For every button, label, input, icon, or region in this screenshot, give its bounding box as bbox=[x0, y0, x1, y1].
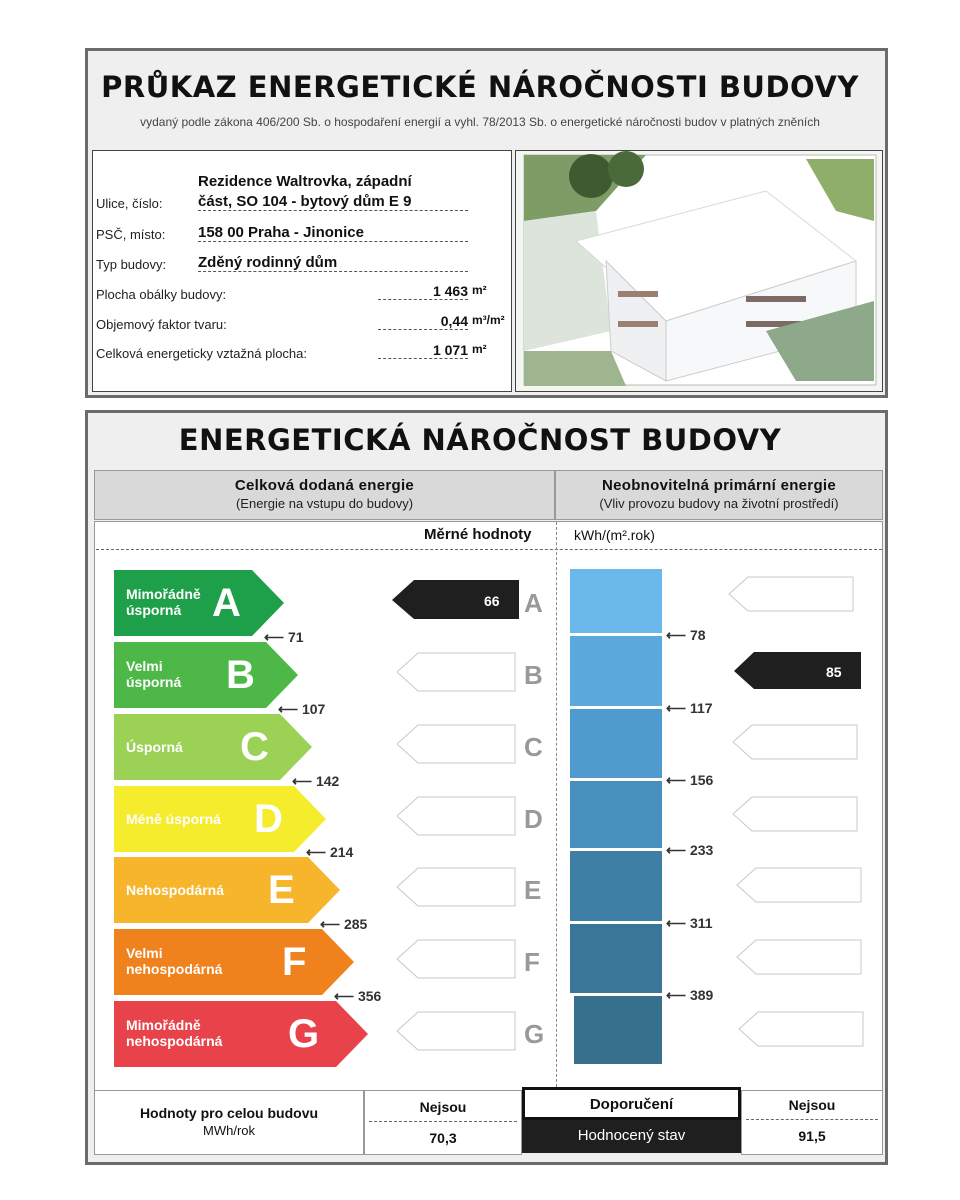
building-type-label: Typ budovy: bbox=[96, 257, 167, 272]
class-f-letter: F bbox=[282, 940, 307, 984]
address-label: Ulice, číslo: bbox=[96, 196, 163, 211]
blue-segment-d bbox=[570, 781, 662, 848]
ghost-box-right-d bbox=[732, 796, 858, 837]
unit-label: kWh/(m².rok) bbox=[574, 527, 655, 543]
class-f-label: Velmi nehospodárná bbox=[126, 945, 223, 977]
class-b-letter: B bbox=[226, 653, 255, 697]
totals-right-head: Nejsou bbox=[788, 1097, 836, 1113]
ghost-box-right-a bbox=[728, 576, 854, 617]
envelope-area-value: 1 463 bbox=[378, 283, 468, 300]
document-subtitle: vydaný podle zákona 406/200 Sb. o hospodaření energií a vyhl. 78/2013 Sb. o energetické náročnosti budov v platných zněních bbox=[140, 115, 820, 129]
totals-right-cell bbox=[741, 1090, 883, 1155]
blue-segment-e bbox=[570, 851, 662, 921]
delivered-energy-indicator bbox=[392, 580, 520, 625]
primary-energy-subtitle: (Vliv provozu budovy na životní prostředí) bbox=[599, 496, 839, 511]
right-threshold-5: ⟵ 311 bbox=[666, 915, 713, 931]
reference-area-label: Celková energeticky vztažná plocha: bbox=[96, 346, 308, 361]
blue-segment-f bbox=[570, 924, 662, 993]
ghost-box-left-e bbox=[396, 867, 516, 912]
totals-row-unit: MWh/rok bbox=[203, 1123, 255, 1138]
city-value: 158 00 Praha - Jinonice bbox=[198, 224, 468, 242]
ghost-letter-b: B bbox=[524, 660, 543, 690]
class-d-label: Méně úsporná bbox=[126, 811, 221, 827]
specific-values-label: Měrné hodnoty bbox=[424, 526, 532, 543]
ghost-box-left-d bbox=[396, 796, 516, 841]
blue-segment-c bbox=[570, 709, 662, 778]
ghost-box-left-c bbox=[396, 724, 516, 769]
primary-energy-indicator bbox=[734, 652, 862, 695]
section-title: ENERGETICKÁ NÁROČNOST BUDOVY bbox=[178, 423, 782, 457]
shape-factor-unit: m³/m² bbox=[472, 313, 505, 327]
right-threshold-3: ⟵ 156 bbox=[666, 772, 714, 788]
ghost-box-right-g bbox=[738, 1011, 864, 1052]
right-threshold-2: ⟵ 117 bbox=[666, 700, 713, 716]
blue-segment-b bbox=[570, 636, 662, 706]
reference-area-value: 1 071 bbox=[378, 342, 468, 359]
address-line-2: část, SO 104 - bytový dům E 9 bbox=[198, 193, 468, 211]
totals-right-value: 91,5 bbox=[746, 1119, 878, 1144]
reference-area-unit: m² bbox=[472, 342, 487, 356]
document-title: PRŮKAZ ENERGETICKÉ NÁROČNOSTI BUDOVY bbox=[101, 70, 859, 104]
ghost-box-right-e bbox=[736, 867, 862, 908]
totals-row-header bbox=[94, 1090, 364, 1155]
class-c-label: Úsporná bbox=[126, 739, 183, 755]
ghost-box-left-b bbox=[396, 652, 516, 697]
blue-segment-g bbox=[574, 996, 662, 1064]
delivered-energy-title: Celková dodaná energie bbox=[234, 477, 415, 494]
class-b-label: Velmi úsporná bbox=[126, 658, 182, 690]
building-render-image bbox=[516, 151, 882, 391]
left-threshold-3: ⟵ 142 bbox=[292, 773, 340, 789]
ghost-letter-f: F bbox=[524, 947, 540, 977]
class-g-label: Mimořádně nehospodárná bbox=[126, 1017, 223, 1049]
class-d-letter: D bbox=[254, 797, 283, 841]
building-type-value: Zděný rodinný dům bbox=[198, 254, 468, 272]
envelope-area-unit: m² bbox=[472, 283, 487, 297]
city-label: PSČ, místo: bbox=[96, 227, 166, 242]
class-e-letter: E bbox=[268, 868, 295, 912]
delivered-energy-subtitle: (Energie na vstupu do budovy) bbox=[235, 496, 414, 511]
left-threshold-6: ⟵ 356 bbox=[334, 988, 382, 1004]
ghost-box-right-f bbox=[736, 939, 862, 980]
ghost-letter-d: D bbox=[524, 804, 543, 834]
delivered-energy-value: 66 bbox=[484, 593, 500, 609]
left-threshold-5: ⟵ 285 bbox=[320, 916, 368, 932]
primary-energy-value: 85 bbox=[826, 664, 842, 680]
class-g-letter: G bbox=[288, 1012, 320, 1056]
shape-factor-value: 0,44 bbox=[378, 313, 468, 330]
shape-factor-label: Objemový faktor tvaru: bbox=[96, 317, 227, 332]
ghost-letter-e: E bbox=[524, 875, 542, 905]
left-threshold-1: ⟵ 71 bbox=[264, 629, 304, 645]
class-a-label: Mimořádně úsporná bbox=[126, 586, 201, 618]
totals-left-cell bbox=[364, 1090, 522, 1155]
totals-row-label: Hodnoty pro celou budovu bbox=[139, 1105, 319, 1121]
address-line-1: Rezidence Waltrovka, západní bbox=[198, 173, 412, 190]
delivered-energy-header bbox=[94, 470, 555, 520]
totals-left-value: 70,3 bbox=[369, 1121, 517, 1146]
primary-energy-title: Neobnovitelná primární energie bbox=[601, 477, 837, 494]
left-threshold-4: ⟵ 214 bbox=[306, 844, 354, 860]
column-divider bbox=[556, 522, 557, 1092]
ghost-letter-c: C bbox=[524, 732, 543, 762]
scale-divider bbox=[96, 549, 882, 550]
building-photo bbox=[515, 150, 883, 392]
envelope-area-label: Plocha obálky budovy: bbox=[96, 287, 227, 302]
left-threshold-2: ⟵ 107 bbox=[278, 701, 326, 717]
ghost-letter-a: A bbox=[524, 588, 543, 618]
ghost-letter-g: G bbox=[524, 1019, 545, 1049]
class-c-letter: C bbox=[240, 725, 269, 769]
totals-left-head: Nejsou bbox=[419, 1099, 467, 1115]
right-threshold-6: ⟵ 389 bbox=[666, 987, 714, 1003]
ghost-box-left-f bbox=[396, 939, 516, 984]
recommendation-cell: Doporučení bbox=[522, 1087, 741, 1120]
class-e-label: Nehospodárná bbox=[126, 882, 225, 898]
ghost-box-right-c bbox=[732, 724, 858, 765]
primary-energy-header bbox=[555, 470, 883, 520]
right-threshold-1: ⟵ 78 bbox=[666, 627, 706, 643]
right-threshold-4: ⟵ 233 bbox=[666, 842, 714, 858]
blue-segment-a bbox=[570, 569, 662, 633]
ghost-box-left-g bbox=[396, 1011, 516, 1056]
assessed-state-cell: Hodnocený stav bbox=[522, 1120, 741, 1153]
class-a-letter: A bbox=[212, 581, 241, 625]
